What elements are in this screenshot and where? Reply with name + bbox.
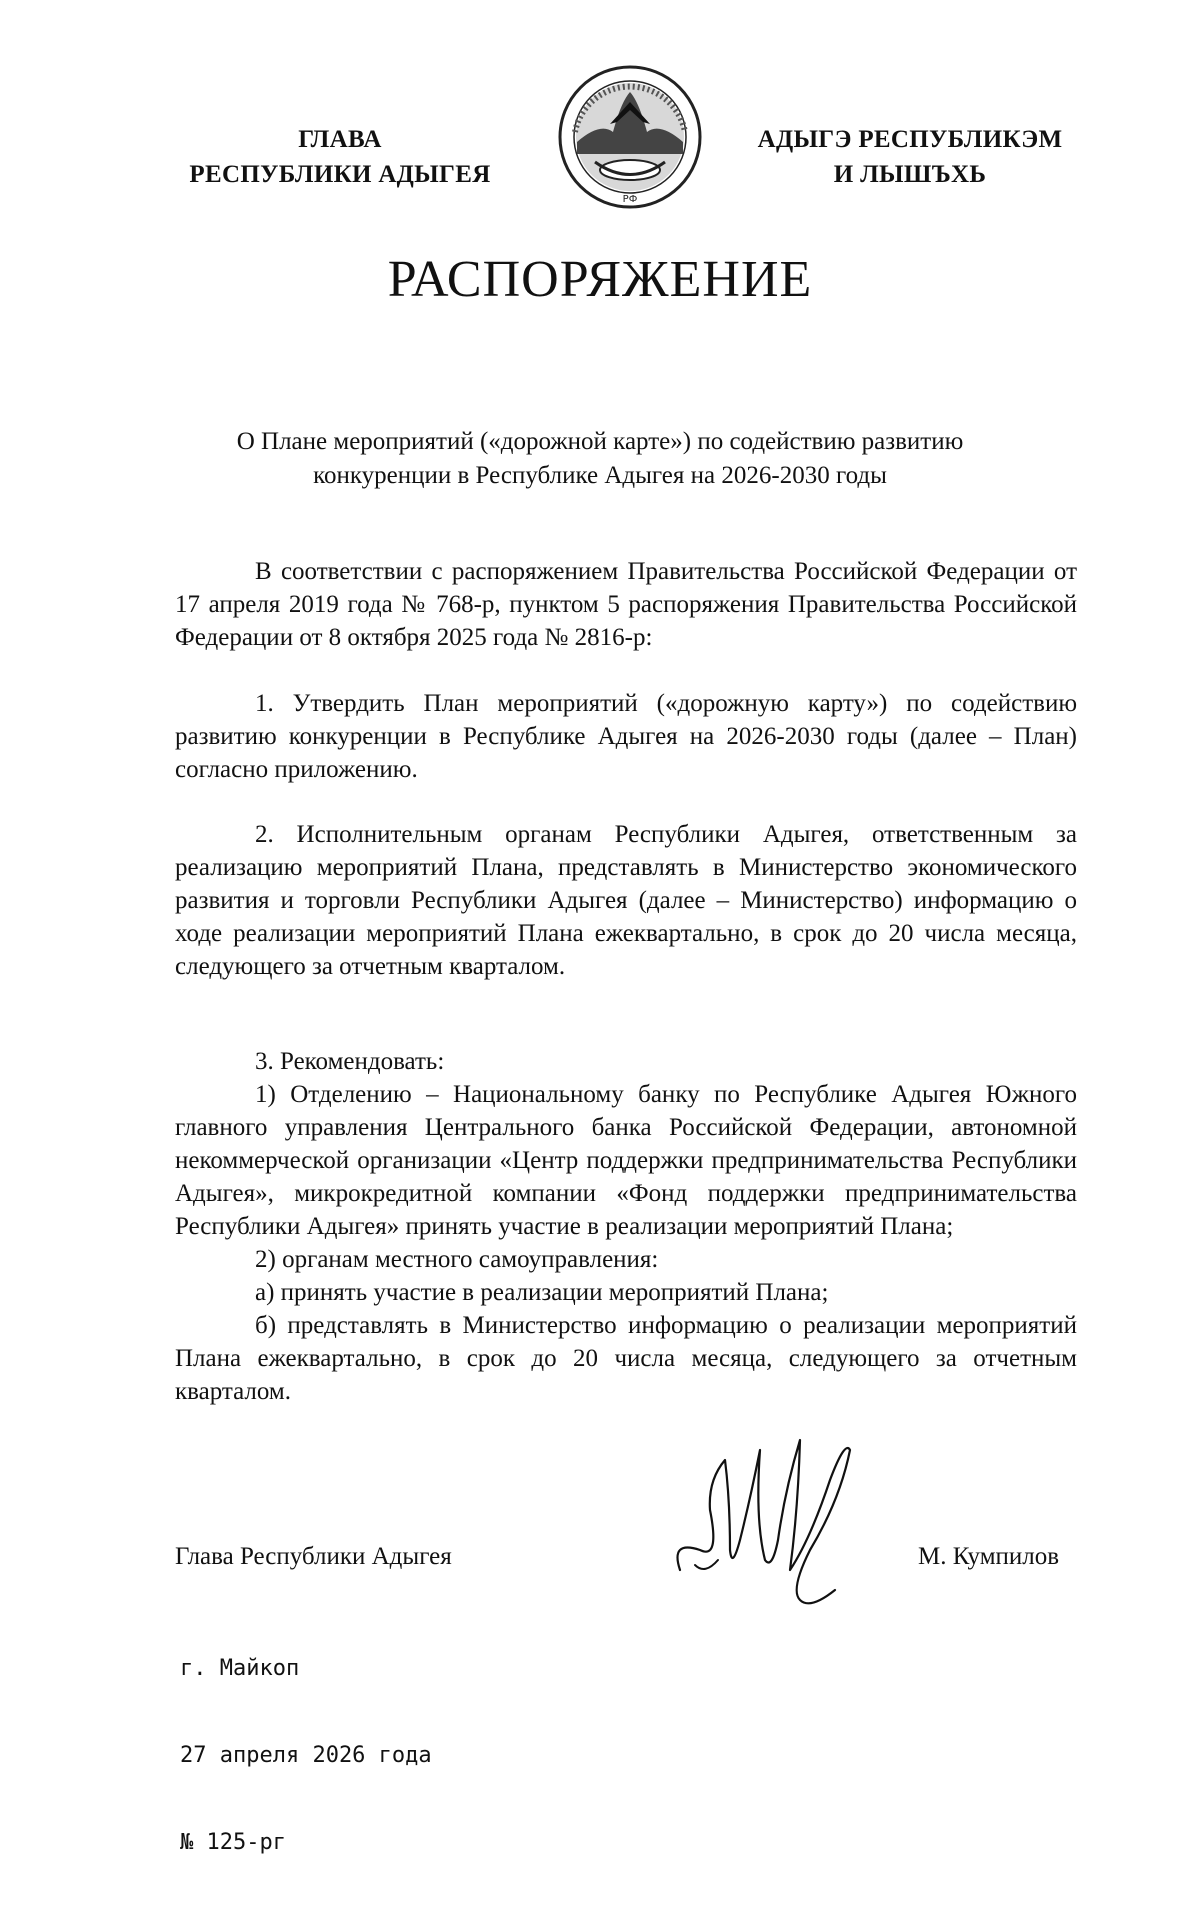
header-left <box>170 122 510 192</box>
item3-2a-paragraph: а) принять участие в реализации мероприятий Плана; <box>255 1279 829 1306</box>
place-city: г. Майкоп <box>180 1656 300 1681</box>
signatory-name: М. Кумпилов <box>918 1543 1060 1570</box>
header-right <box>740 122 1080 192</box>
item3-block <box>175 1045 1077 1408</box>
document-title: РАСПОРЯЖЕНИЕ <box>387 251 813 308</box>
item3-paragraph: 3. Рекомендовать: <box>255 1048 445 1075</box>
svg-text:РФ: РФ <box>622 194 638 205</box>
subject-line1: О Плане мероприятий («дорожной карте») по содействию развитию <box>236 428 964 455</box>
place-number: № 125-рг <box>180 1830 286 1855</box>
item1-paragraph: 1. Утвердить План мероприятий («дорожную карту») по содействию развитию конкуренции в Республике Адыгея на 2026-2030 годы (далее – План) согласно приложению. <box>175 690 1077 783</box>
place-date-number <box>180 1596 432 1915</box>
handwritten-signature-icon <box>660 1420 890 1620</box>
header-right-line1: АДЫГЭ РЕСПУБЛИКЭМ <box>757 126 1063 153</box>
header-left-line2: РЕСПУБЛИКИ АДЫГЕЯ <box>189 161 491 188</box>
item3-1-paragraph: 1) Отделению – Национальному банку по Республике Адыгея Южного главного управления Центрального банка Российской Федерации, автономной некоммерческой организации «Центр поддержки предпринимательства Республики Адыгея», микрокредитной компании «Фонд поддержки предпринимательства Республики Адыгея» принять участие в реализации мероприятий Плана; <box>175 1081 1077 1240</box>
coat-of-arms-icon <box>555 62 705 212</box>
header-left-line1: ГЛАВА <box>298 126 382 153</box>
item3-2-paragraph: 2) органам местного самоуправления: <box>255 1246 659 1273</box>
preamble-block <box>175 555 1077 654</box>
place-date: 27 апреля 2026 года <box>180 1743 432 1768</box>
item2-paragraph: 2. Исполнительным органам Республики Адыгея, ответственным за реализацию мероприятий Плана, представлять в Министерство экономического развития и торговли Республики Адыгея (далее – Министерство) информацию о ходе реализации мероприятий Плана ежеквартально, в срок до 20 числа месяца, следующего за отчетным кварталом. <box>175 821 1077 980</box>
document-subject <box>200 425 1000 493</box>
signatory-position: Глава Республики Адыгея <box>175 1543 452 1570</box>
header-right-line2: И ЛЫШЪХЬ <box>833 161 987 188</box>
subject-line2: конкуренции в Республике Адыгея на 2026-2030 годы <box>313 462 887 489</box>
item2-block <box>175 818 1077 983</box>
item3-2b-paragraph: б) представлять в Министерство информацию о реализации мероприятий Плана ежеквартально, в срок до 20 числа месяца, следующего за отчетным кварталом. <box>175 1312 1077 1405</box>
preamble-paragraph: В соответствии с распоряжением Правительства Российской Федерации от 17 апреля 2019 года № 768-р, пунктом 5 распоряжения Правительства Российской Федерации от 8 октября 2025 года № 2816-р: <box>175 558 1077 651</box>
item1-block <box>175 687 1077 786</box>
